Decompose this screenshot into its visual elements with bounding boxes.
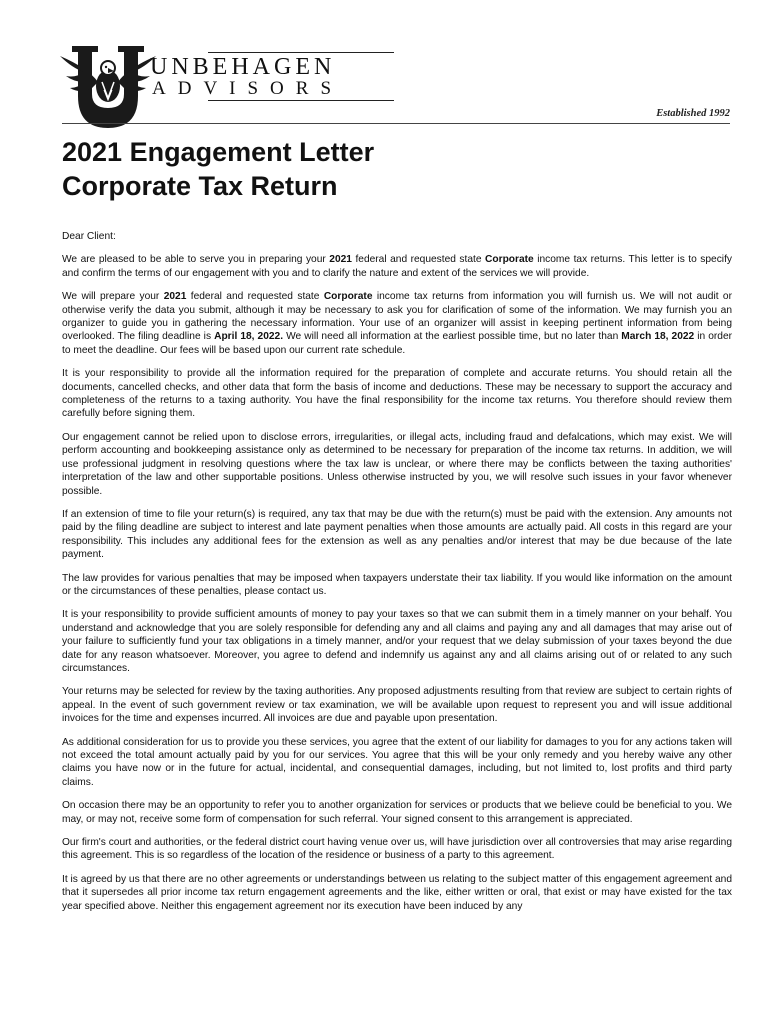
paragraph-12: It is agreed by us that there are no other agreements or understandings between us relating to the subject matter of this engagement agreement and that it supersedes all prior income tax return engagement agreements and the like, either written or oral, that exist or may have existed for the tax year specified above. Neither this engagement agreement nor its execution have been induced by any xyxy=(62,873,732,912)
header-divider xyxy=(62,123,730,124)
paragraph-2: We will prepare your 2021 federal and requested state Corporate income tax returns from information you will furnish us. We will not audit or otherwise verify the data you submit, although it may be necessary to ask you for clarification of some of the information. We may furnish you an organizer to guide you in gathering the necessary information. Your use of an organizer will assist in keeping pertinent information from being overlooked. The filing deadline is April 18, 2022. We will need all information at the earliest possible time, but no later than March 18, 2022 in order to meet the deadline. Our fees will be based upon our current rate schedule. xyxy=(62,291,733,356)
paragraph-9: As additional consideration for us to provide you these services, you agree that the extent of our liability for damages to you for any actions taken will not exceed the total amount actually paid by you for our services. You agree that this will be your only remedy and you hereby waive any other claims you have now or in the future for actual, incidental, and consequential damages, including, but not limited to, lost profits and third party claims. xyxy=(62,736,732,788)
paragraph-1: We are pleased to be able to serve you in preparing your 2021 federal and requested state Corporate income tax returns. This letter is to specify and confirm the terms of our engagement with you and to clarify the nature and extent of the services we will provide. xyxy=(62,254,732,279)
paragraph-3: It is your responsibility to provide all the information required for the preparation of complete and accurate returns. You should retain all the documents, cancelled checks, and other data that form the basis of income and deductions. These may be necessary to support the accuracy and completeness of the returns to a taxing authority. You have the final responsibility for the income tax returns. You therefore should review them carefully before signing them. xyxy=(62,368,732,420)
brand-subtitle: ADVISORS xyxy=(152,78,344,99)
salutation: Dear Client: xyxy=(62,231,116,242)
brand-top-rule xyxy=(208,52,394,53)
paragraph-11: Our firm's court and authorities, or the federal district court having venue over us, will have jurisdiction over all controversies that may arise regarding this agreement. This is so regardless of the location of the residence or business of a party to this agreement. xyxy=(62,837,732,862)
page-title xyxy=(62,135,374,203)
established-tagline: Established 1992 xyxy=(656,108,730,119)
paragraph-8: Your returns may be selected for review by the taxing authorities. Any proposed adjustments resulting from that review are subject to certain rights of appeal. In the event of such government review or tax examination, we will be available upon request to represent you and will issue additional invoices for the time and expenses incurred. All invoices are due and payable upon presentation. xyxy=(62,686,732,725)
paragraph-10: On occasion there may be an opportunity to refer you to another organization for services or products that we believe could be beneficial to you. We may, or may not, receive some form of compensation for such referral. Your signed consent to this arrangement is appreciated. xyxy=(62,800,732,825)
title-line-1: 2021 Engagement Letter xyxy=(62,137,375,167)
brand-bottom-rule xyxy=(208,100,394,101)
paragraph-6: The law provides for various penalties that may be imposed when taxpayers understate their tax liability. If you would like information on the amount or the circumstances of these penalties, please contact us. xyxy=(62,572,732,597)
brand-name: UNBEHAGEN xyxy=(150,54,336,80)
letter-body xyxy=(62,230,732,923)
paragraph-4: Our engagement cannot be relied upon to disclose errors, irregularities, or illegal acts, including fraud and defalcations, which may exist. We will perform accounting and bookkeeping assistance only as determined to be necessary for preparation of the income tax returns. In addition, we will use professional judgment in resolving questions where the tax law is unclear, or where there may be conflicts between the taxing authorities' interpretation of the law and other supportable positions. Unless otherwise instructed by you, we will resolve such issues in your favor whenever possible. xyxy=(62,431,732,497)
title-line-2: Corporate Tax Return xyxy=(62,171,338,201)
paragraph-7: It is your responsibility to provide sufficient amounts of money to pay your taxes so that we can submit them in a timely manner on your behalf. You understand and acknowledge that you are solely responsible for defending any and all claims and paying any and all damages that may arise out of your failure to sufficiently fund your tax obligations in a timely manner, and/or your request that we delay submission of your taxes beyond the due date for any reason whatsoever. Moreover, you agree to defend and indemnify us against any and all claims arising out of or related to any such circumstances. xyxy=(62,609,732,674)
paragraph-5: If an extension of time to file your return(s) is required, any tax that may be due with the return(s) must be paid with the extension. Any amounts not paid by the filing deadline are subject to interest and late payment penalties when those amounts are actually paid. All costs in this regard are your responsibility. This includes any additional fees for the extension as well as any penalties and/or interest that may be due because of the late payment. xyxy=(62,508,732,561)
